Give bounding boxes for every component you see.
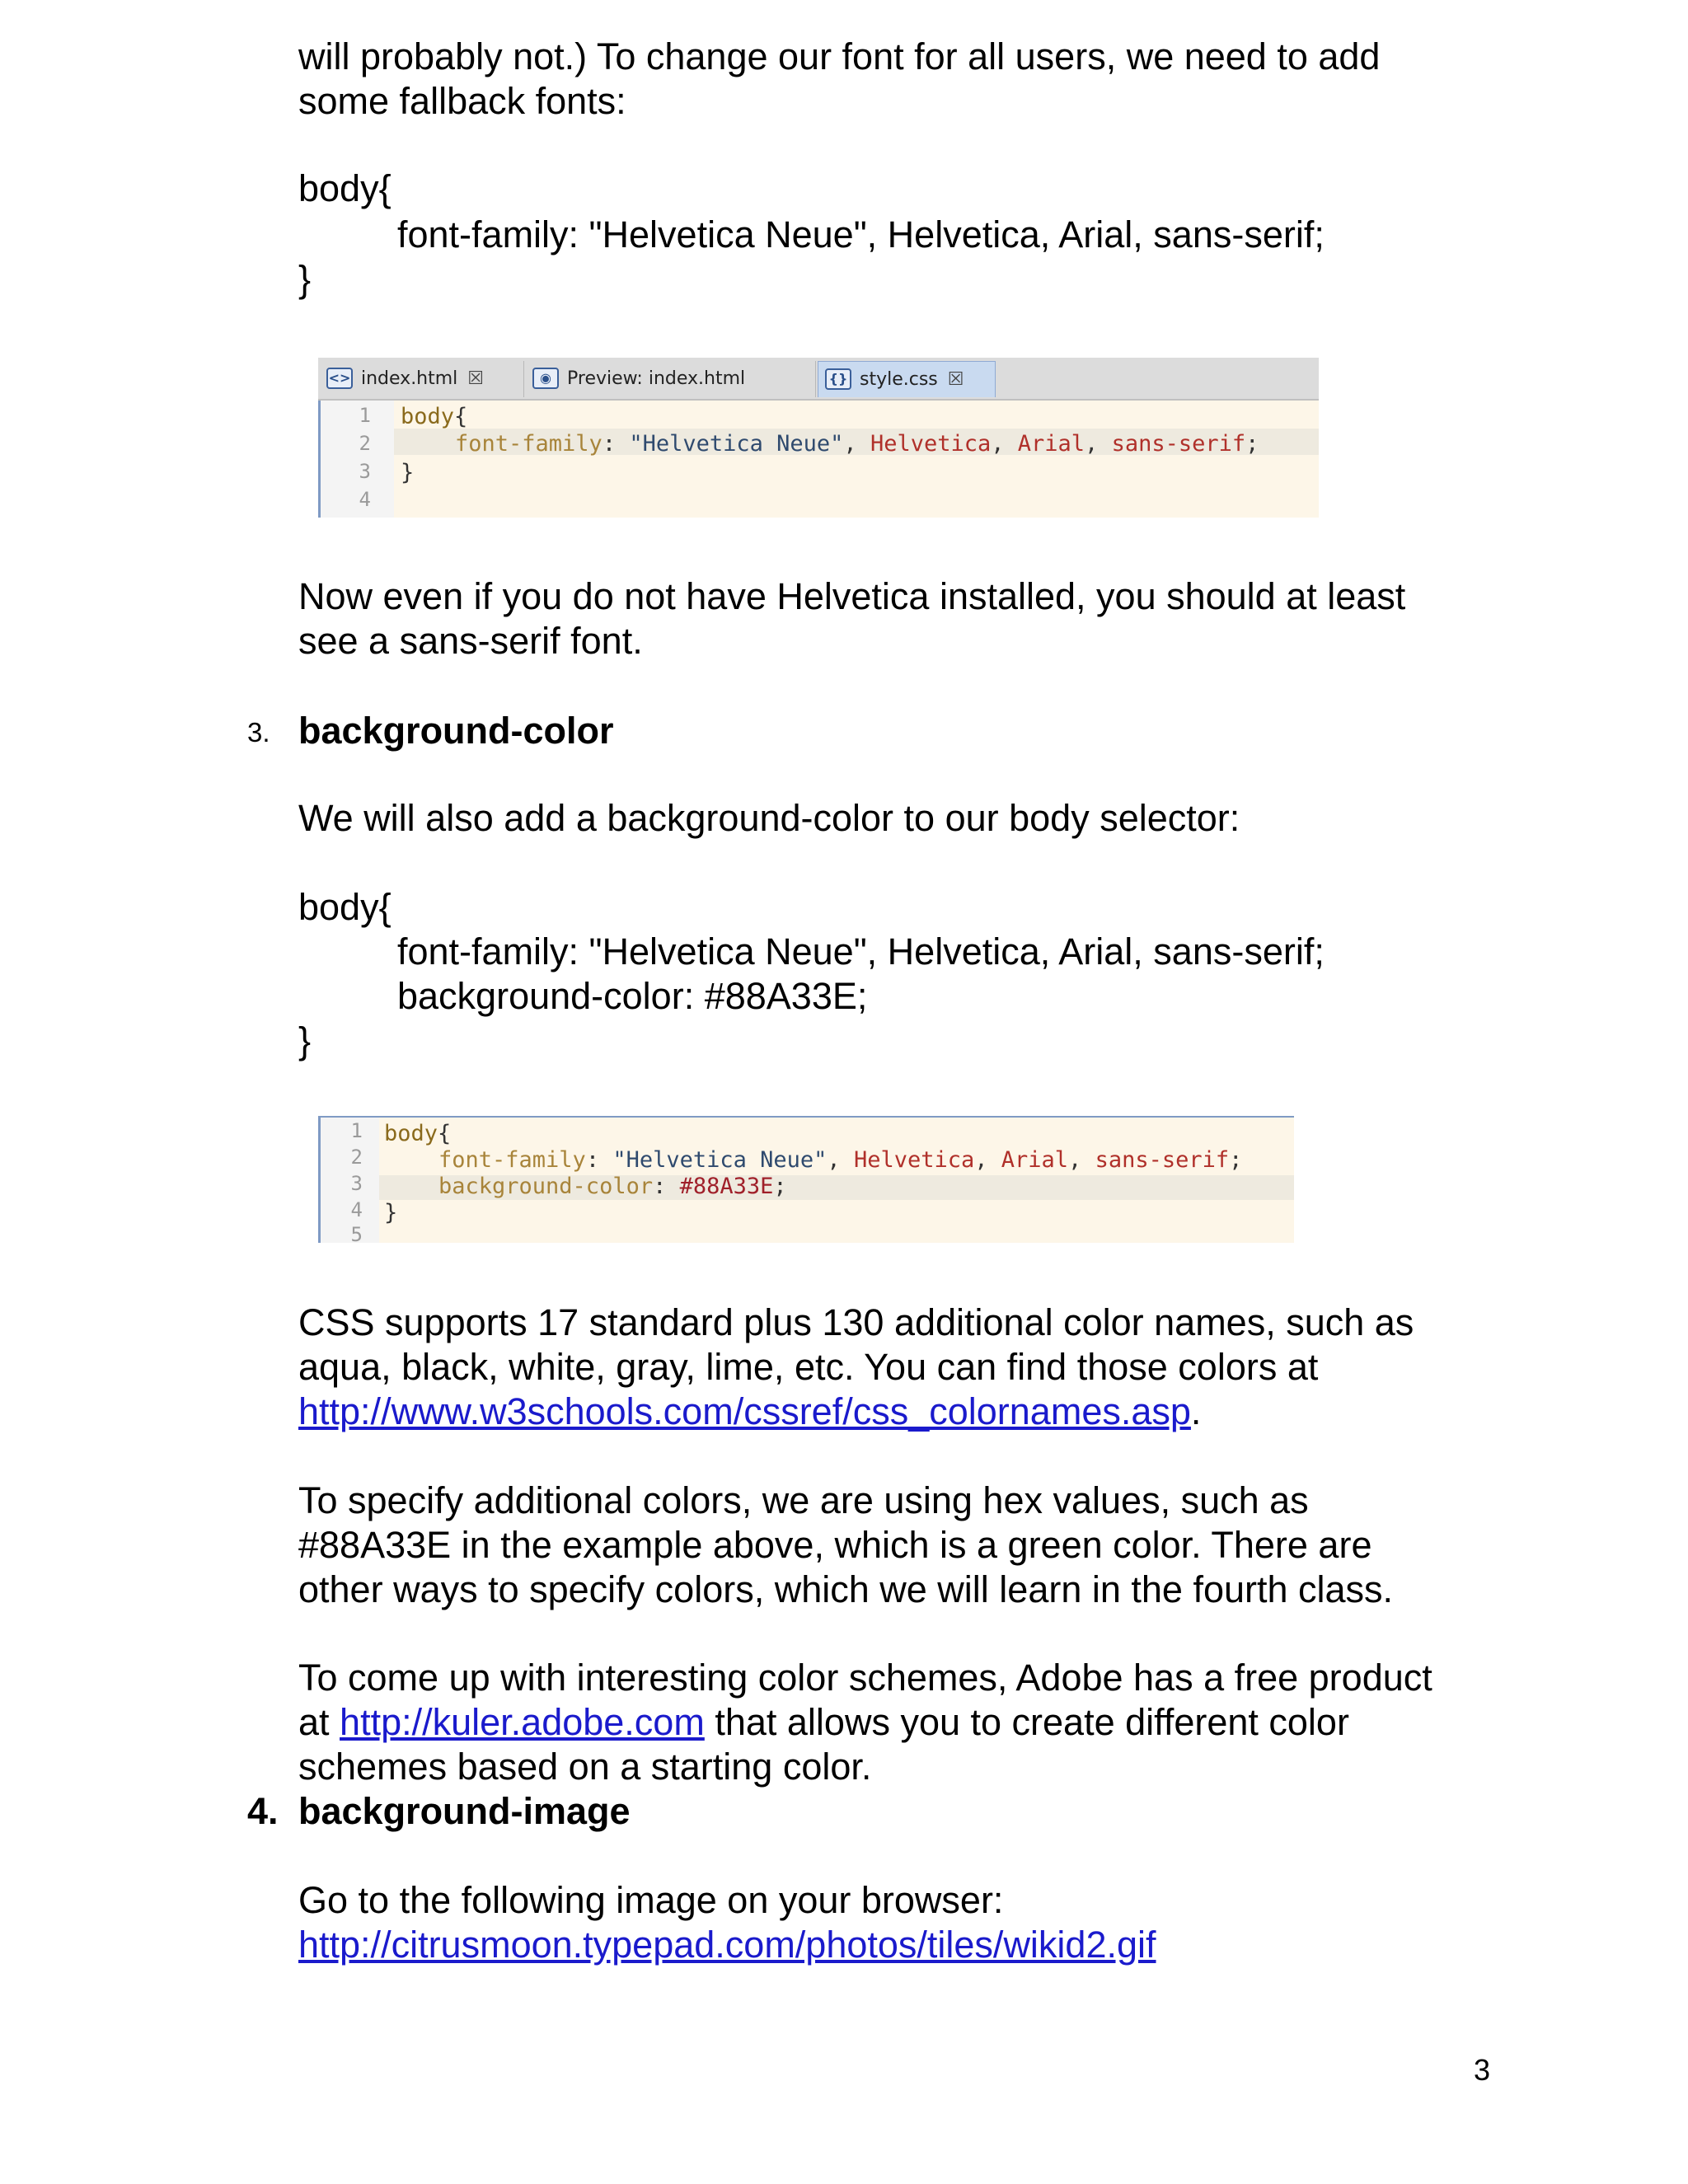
intro-paragraph (298, 35, 1518, 124)
kuler-post-link: that allows you to create different color (704, 1701, 1349, 1743)
now-line-1: Now even if you do not have Helvetica installed, you should at least (298, 575, 1406, 617)
code-line-1[interactable]: body{ (384, 1121, 452, 1146)
code-line-2[interactable]: font-family: "Helvetica Neue", Helvetica, Arial, sans-serif; (455, 431, 1259, 457)
css-link-period: . (1190, 1390, 1202, 1432)
kuler-adobe-link[interactable]: http://kuler.adobe.com (340, 1701, 705, 1743)
line-number: 2 (359, 432, 371, 455)
line-number: 2 (350, 1146, 363, 1169)
page-number: 3 (1474, 2053, 1491, 2087)
line-number: 5 (350, 1223, 363, 1246)
hex-line-3: other ways to specify colors, which we will learn in the fourth class. (298, 1568, 1394, 1610)
section-4-number: 4. (247, 1790, 279, 1832)
tab-index-html[interactable] (320, 361, 524, 397)
intro-line-1: will probably not.) To change our font for all users, we need to add (298, 35, 1381, 77)
css-line-1: CSS supports 17 standard plus 130 additional color names, such as (298, 1301, 1414, 1343)
tab-preview-label: Preview: index.html (567, 368, 746, 389)
editor-screenshot-1 (318, 358, 1319, 518)
code2-decl-font-family: font-family: "Helvetica Neue", Helvetica, Arial, sans-serif; (397, 930, 1325, 972)
code-line-3[interactable]: } (401, 460, 415, 485)
editor-screenshot-2 (318, 1116, 1294, 1246)
line-number: 4 (359, 488, 371, 511)
kuler-line-3: schemes based on a starting color. (298, 1746, 872, 1788)
code2-close: } (298, 1019, 312, 1062)
code-line-2[interactable]: font-family: "Helvetica Neue", Helvetica, Arial, sans-serif; (438, 1147, 1243, 1173)
html-file-icon: <> (326, 368, 353, 389)
section-4-intro (298, 1878, 1518, 1967)
line-number: 4 (350, 1198, 363, 1221)
line-number: 3 (350, 1172, 363, 1195)
preview-icon: ◉ (532, 368, 559, 389)
close-icon[interactable]: ☒ (947, 369, 964, 390)
section-3-number: 3. (247, 717, 270, 748)
citrusmoon-image-link[interactable]: http://citrusmoon.typepad.com/photos/tiles/wikid2.gif (298, 1924, 1156, 1966)
code1-open: body{ (298, 167, 392, 209)
tab-style-css[interactable] (818, 361, 996, 397)
line-number: 1 (350, 1119, 363, 1142)
w3schools-colornames-link[interactable]: http://www.w3schools.com/cssref/css_colornames.asp (298, 1390, 1191, 1432)
kuler-pre-link: at (298, 1701, 340, 1743)
line-number: 3 (359, 460, 371, 483)
code2-decl-background-color: background-color: #88A33E; (397, 975, 868, 1017)
tab-index-html-label: index.html (361, 368, 458, 389)
paragraph-color-schemes (298, 1656, 1518, 1789)
line-number: 1 (359, 404, 371, 427)
paragraph-hex-values (298, 1479, 1518, 1612)
line-number-gutter (318, 401, 394, 518)
intro-line-2: some fallback fonts: (298, 80, 626, 122)
css-line-2: aqua, black, white, gray, lime, etc. You can find those colors at (298, 1346, 1319, 1388)
code1-decl-font-family: font-family: "Helvetica Neue", Helvetica, Arial, sans-serif; (397, 213, 1325, 255)
code-line-3[interactable]: background-color: #88A33E; (438, 1174, 787, 1199)
section-4-heading: background-image (298, 1790, 631, 1832)
tab-style-css-label: style.css (860, 369, 938, 390)
paragraph-sans-serif-fallback (298, 574, 1518, 663)
paragraph-color-names (298, 1301, 1518, 1434)
now-line-2: see a sans-serif font. (298, 620, 643, 662)
section-4-intro-text: Go to the following image on your browser: (298, 1879, 1004, 1921)
code-line-1[interactable]: body{ (401, 404, 468, 429)
code1-close: } (298, 258, 312, 300)
code-line-4[interactable]: } (384, 1200, 398, 1226)
close-icon[interactable]: ☒ (467, 368, 485, 389)
css-file-icon: {} (825, 368, 851, 390)
editor-tab-bar (318, 358, 1319, 401)
kuler-line-1: To come up with interesting color schemes, Adobe has a free product (298, 1657, 1432, 1699)
tab-preview-index-html[interactable] (526, 361, 816, 397)
hex-line-1: To specify additional colors, we are using hex values, such as (298, 1479, 1309, 1521)
code2-open: body{ (298, 886, 392, 928)
section-3-heading: background-color (298, 710, 614, 752)
hex-line-2: #88A33E in the example above, which is a green color. There are (298, 1524, 1372, 1566)
section-3-intro: We will also add a background-color to our body selector: (298, 797, 1240, 839)
line-number-gutter (318, 1118, 379, 1246)
